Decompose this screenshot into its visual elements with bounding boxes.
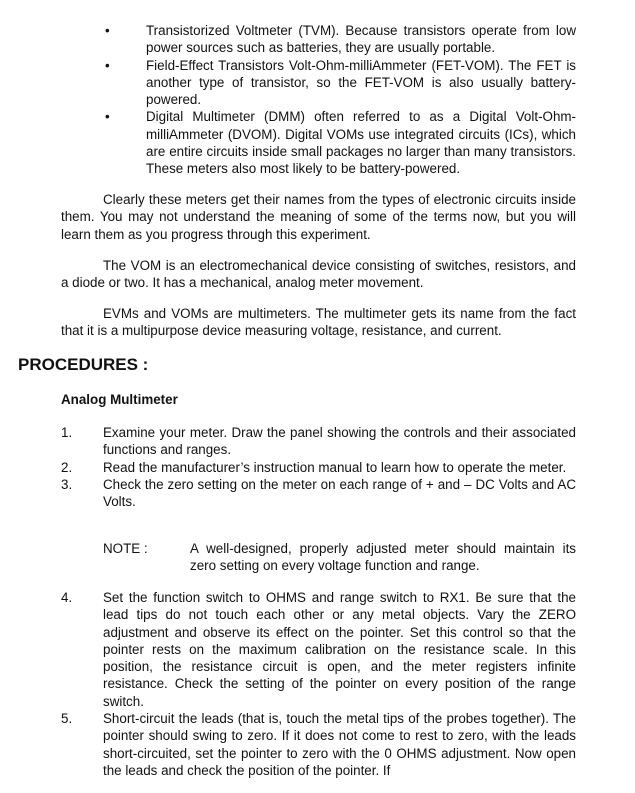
paragraph: Clearly these meters get their names from the types of electronic circuits inside them. You may not understand the meaning of some of the terms now, but you will learn them as you progress through this experiment. xyxy=(61,192,576,242)
note-text: A well-designed, properly adjusted meter should maintain its zero setting on every voltage function and range. xyxy=(190,541,576,574)
procedure-step xyxy=(0,459,576,476)
note-label: NOTE : xyxy=(103,541,148,556)
section-subheading: Analog Multimeter xyxy=(61,392,178,407)
list-item-text: Transistorized Voltmeter (TVM). Because transistors operate from low power sources such as batteries, they are usually portable. xyxy=(146,23,576,56)
list-item xyxy=(0,108,576,177)
step-number: 3. xyxy=(61,476,73,492)
procedure-step xyxy=(0,424,576,459)
procedure-step xyxy=(0,589,576,710)
list-item xyxy=(0,22,576,57)
step-number: 4. xyxy=(61,590,73,605)
step-text: Examine your meter. Draw the panel showing the controls and their associated functions and ranges. xyxy=(103,425,576,458)
step-number: 2. xyxy=(61,459,73,475)
paragraph: EVMs and VOMs are multimeters. The multimeter gets its name from the fact that it is a multipurpose device measuring voltage, resistance, and current. xyxy=(61,306,576,339)
step-number: 5. xyxy=(61,711,73,727)
step-text: Check the zero setting on the meter on each range of + and – DC Volts and AC Volts. xyxy=(103,476,576,510)
procedure-step xyxy=(0,476,576,511)
step-text: Set the function switch to OHMS and range switch to RX1. Be sure that the lead tips do not touch each other or any metal objects. Vary the ZERO adjustment and observe its effect on the pointer. Set this control so that the pointer rests on the maximum calibration on the resistance scale. In this position, the resistance circuit is open, and the meter registers infinite resistance. Check the setting of the pointer on every position of the range switch. xyxy=(103,590,576,709)
bullet-icon: • xyxy=(105,57,110,73)
step-text: Read the manufacturer’s instruction manual to learn how to operate the meter. xyxy=(103,459,567,475)
note-block xyxy=(103,540,576,575)
paragraph: The VOM is an electromechanical device consisting of switches, resistors, and a diode or two. It has a mechanical, analog meter movement. xyxy=(61,258,576,291)
step-number: 1. xyxy=(61,425,73,440)
procedure-step xyxy=(0,710,576,779)
procedure-steps-continued xyxy=(0,589,635,779)
procedure-steps xyxy=(0,424,635,510)
list-item-text: Digital Multimeter (DMM) often referred to as a Digital Volt-Ohm-milliAmmeter (DVOM). Digital VOMs use integrated circuits (ICs), which are entire circuits inside small packages no larger than many transistors. These meters also most likely to be battery-powered. xyxy=(146,109,576,177)
list-item-text: Field-Effect Transistors Volt-Ohm-milliAmmeter (FET-VOM). The FET is another type of transistor, so the FET-VOM is also usually battery-powered. xyxy=(146,57,576,108)
bullet-icon: • xyxy=(105,109,110,125)
procedures-heading: PROCEDURES : xyxy=(18,355,149,374)
list-item xyxy=(0,57,576,109)
step-text: Short-circuit the leads (that is, touch the metal tips of the probes together). The pointer should swing to zero. If it does not come to rest to zero, with the leads short-circuited, set the pointer to zero with the 0 OHMS adjustment. Now open the leads and check the position of the pointer. If xyxy=(103,711,576,778)
meter-types-list xyxy=(0,22,635,178)
bullet-icon: • xyxy=(105,23,110,38)
